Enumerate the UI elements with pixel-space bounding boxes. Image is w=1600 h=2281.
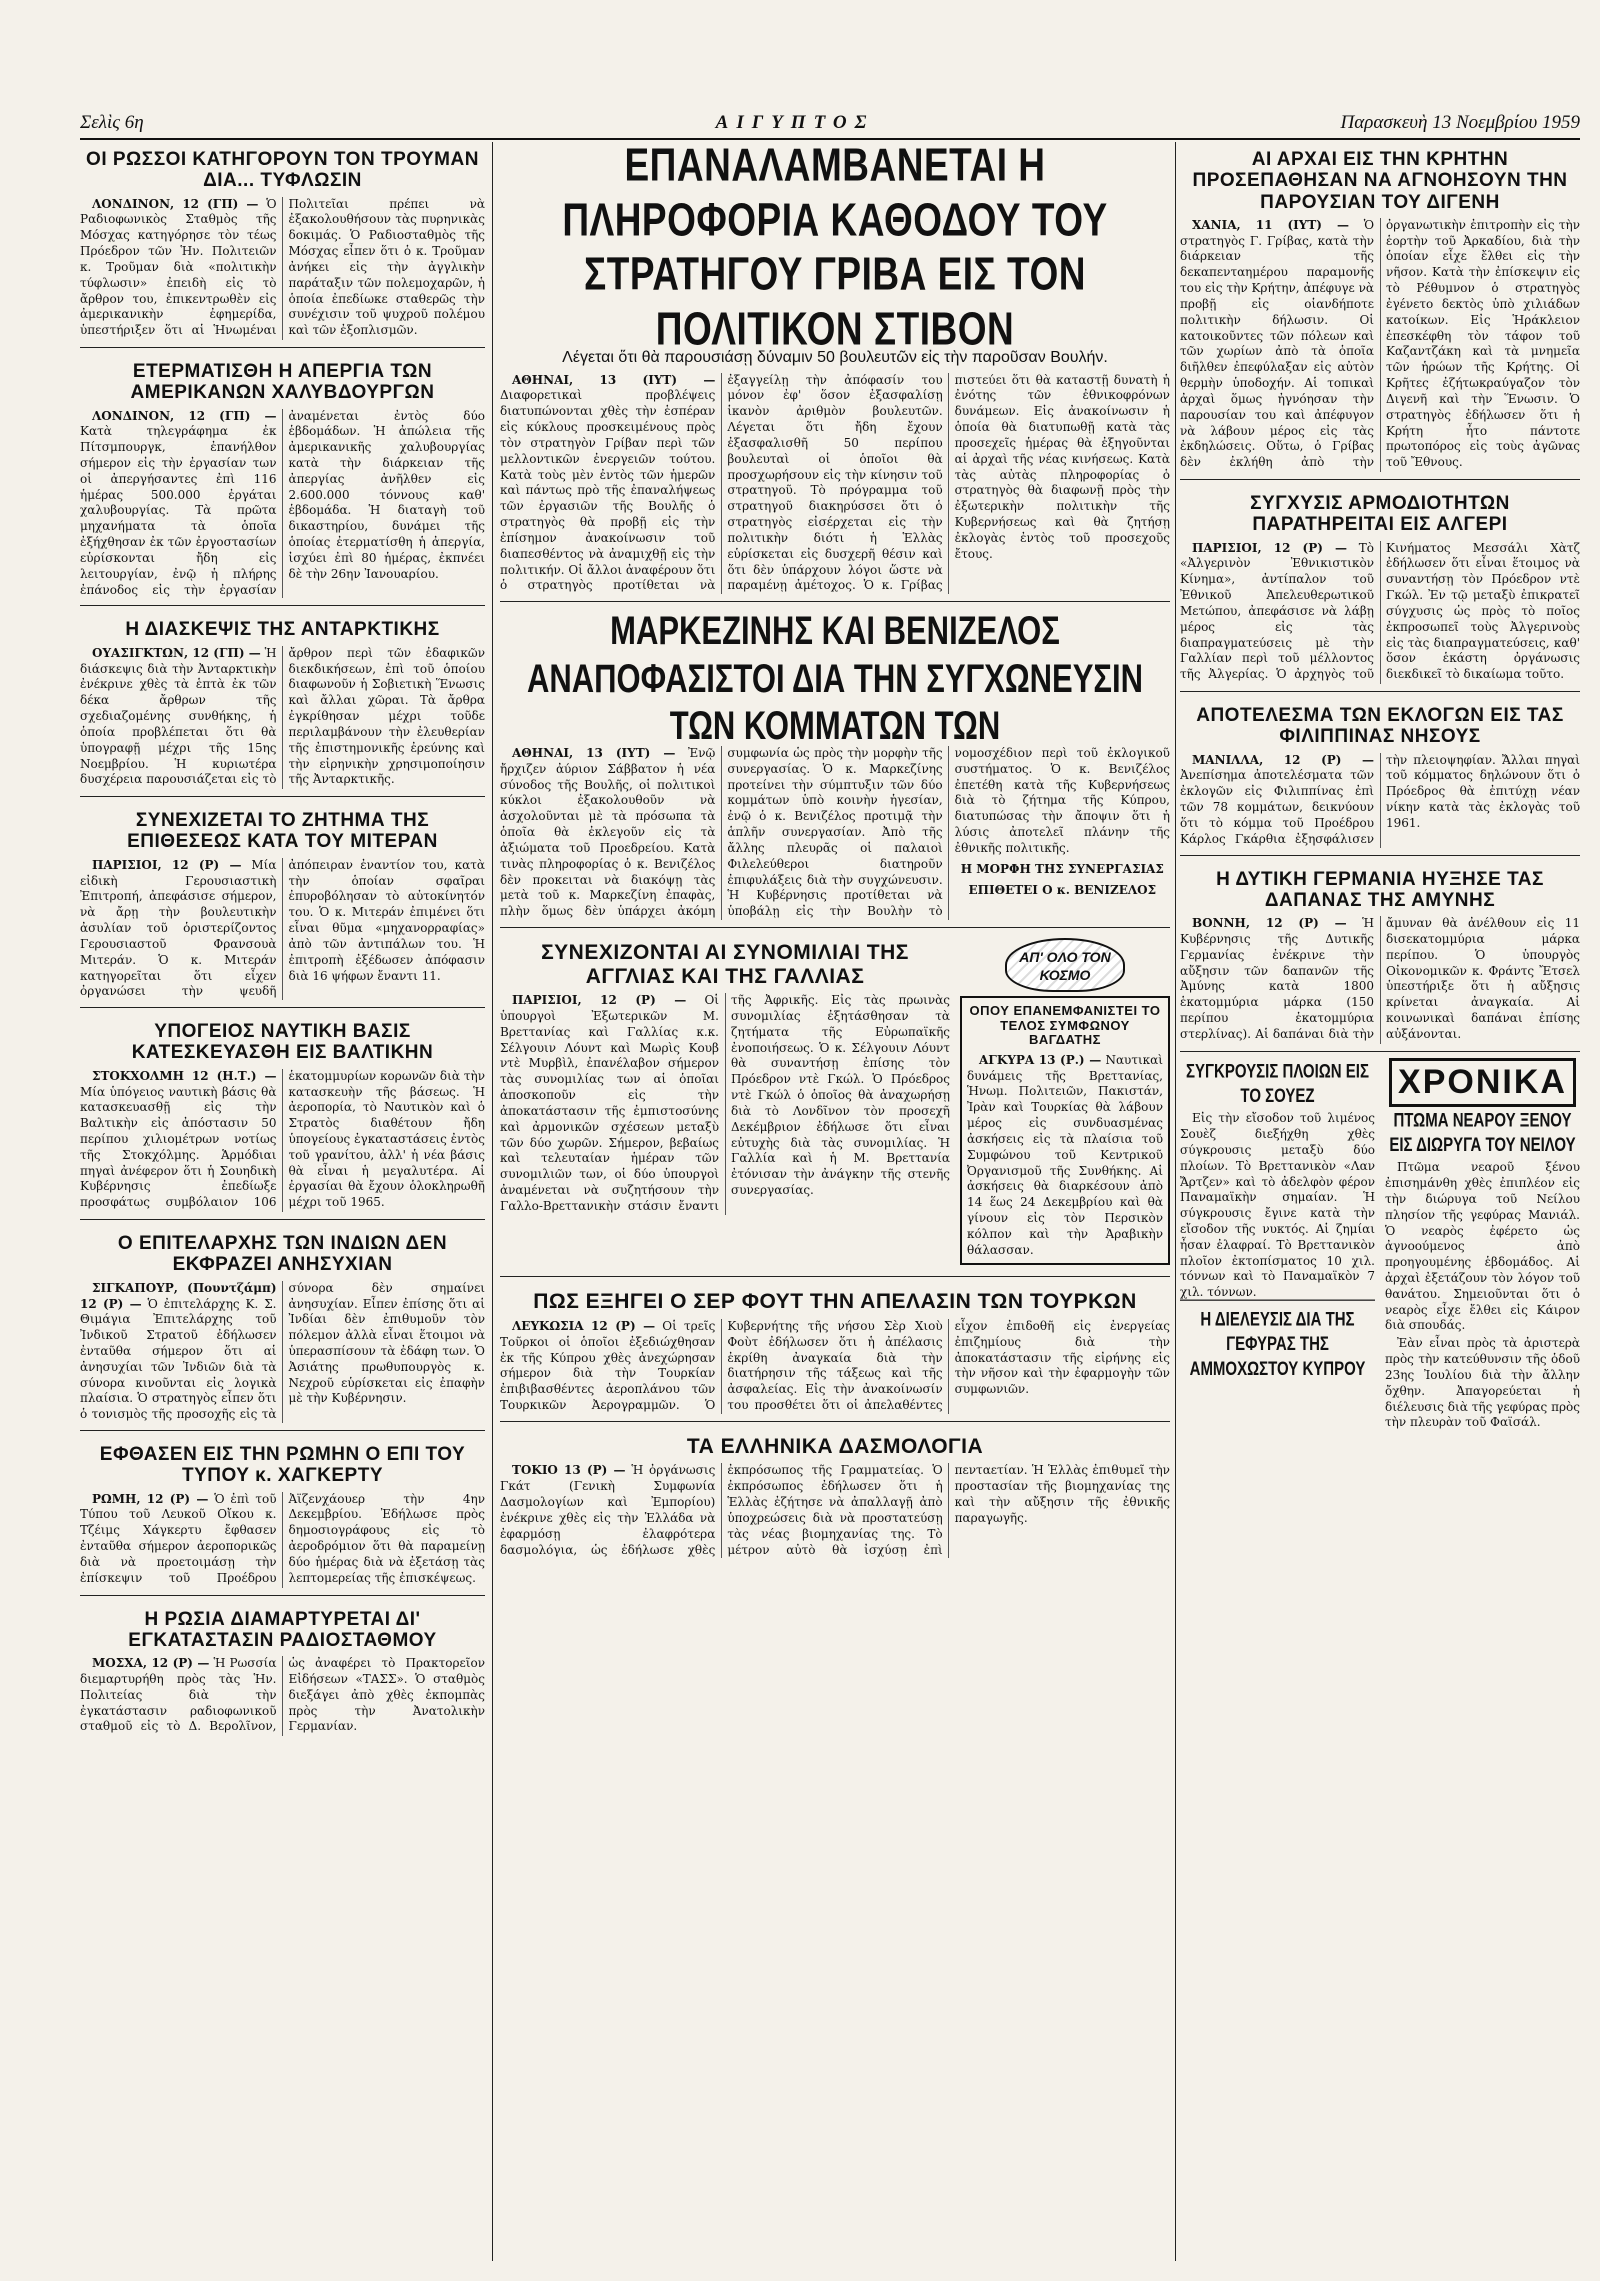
article-tariffs (500, 1428, 1170, 1565)
article-text: Ὁ Ραδιοφωνικὸς Σταθμὸς τῆς Μόσχας κατηγόρησε τὸν τέως Πρόεδρον τῶν Ἡν. Πολιτειῶν κ. Τροῦμαν διὰ «πολιτικὴν τύφλωσιν» ἐπειδὴ εἰς τὸ ἄρθρον του, ἐπικεντρωθὲν εἰς ἀμερικανικὴν ἐφημερίδα, ὑπεστήριξεν ὅτι αἱ Ἡνωμέναι Πολιτεῖαι πρέπει νὰ ἐξακολουθήσουν τὰς πυρηνικὰς δοκιμάς. Ὁ Ραδιοσταθμὸς τῆς Μόσχας εἶπεν ὅτι ὁ κ. Τροῦμαν ἀνήκει εἰς τὴν ἀγγλικὴν παράταξιν τῶν πολεμοχαρῶν, ἡ ὁποία ἐπεδίωκε σταθερῶς τὴν συνέχισιν τοῦ ψυχροῦ πολέμου καὶ τῶν ἐξοπλισμῶν. (80, 196, 485, 338)
bottom-row (1180, 1058, 1580, 1434)
headline: ΠΤΩΜΑ ΝΕΑΡΟΥ ΞΕΝΟΥ ΕΙΣ ΔΙΩΡΥΓΑ ΤΟΥ ΝΕΙΛΟΥ (1389, 1109, 1576, 1156)
headline: Ο ΕΠΙΤΕΛΑΡΧΗΣ ΤΩΝ ΙΝΔΙΩΝ ΔΕΝ ΕΚΦΡΑΖΕΙ ΑΝΗΣΥΧΙΑΝ (117, 1233, 448, 1276)
issue-date: Παρασκευὴ 13 Νοεμβρίου 1959 (1340, 112, 1580, 133)
article-text: Ἡ Ρωσσία διεμαρτυρήθη πρὸς τὰς Ἡν. Πολιτείας διὰ τὴν ἐγκατάστασιν ραδιοφωνικοῦ σταθμοῦ εἰς τὸ Δ. Βερολῖνον, ὡς ἀναφέρει τὸ Πρακτορεῖον Εἰδήσεων «ΤΑΣΣ». Ὁ σταθμὸς διεξάγει ἀπὸ χθὲς ἐκπομπὰς πρὸς τὴν Ἀνατολικὴν Γερμανίαν. (80, 1656, 485, 1734)
article-text: Τὸ «Ἀλγερινὸν Ἐθνικιστικὸν Κίνημα», ἀντίπαλον τοῦ Ἐθνικοῦ Ἀπελευθερωτικοῦ Μετώπου, ἀπεφάσισε νὰ λάβῃ μέρος εἰς τὰς διαπραγματεύσεις μὲ τὴν Γαλλίαν περὶ τοῦ μέλλοντος τῆς Ἀλγερίας. Ὁ ἀρχηγὸς τοῦ Κινήματος Μεσσάλι Χὰτζ ἐδήλωσεν ὅτι εἶναι ἕτοιμος νὰ συναντήσῃ τὸν Πρόεδρον ντὲ Γκώλ. Ἐν τῷ μεταξὺ ἐπικρατεῖ σύγχυσις ὡς πρὸς τὸ ποῖος ἐκπροσωπεῖ τοὺς Ἀλγερινοὺς εἰς τὰς διαπραγματεύσεις, καθ' ὅσον ἑκάστη ὀργάνωσις διεκδικεῖ τὸ δικαίωμα τοῦτο. (1180, 540, 1580, 682)
column-rule (1175, 142, 1176, 2261)
dateline: ΡΩΜΗ, 12 (Ρ) — (92, 1491, 209, 1506)
center-column (500, 142, 1170, 2261)
article-text: Ἡ ὀργάνωσις Γκάτ (Γενικὴ Συμφωνία Δασμολογίων καὶ Ἐμπορίου) ἐνέκρινε χθὲς εἰς τὴν Ἑλλάδα νὰ ἐφαρμόσῃ ἐλαφρότερα δασμολόγια, ὡς ἐδήλωσε χθὲς ἐκπρόσωπος τῆς Γραμματείας. Ὁ ἐκπρόσωπος ἐδήλωσεν ὅτι ἡ Ἑλλὰς ἐζήτησε νὰ ἀπαλλαγῇ ἀπὸ ὑποχρεώσεις διὰ νὰ προστατεύσῃ τὰς νέας βιομηχανίας της. Τὸ μέτρον αὐτὸ θὰ ἰσχύσῃ ἐπὶ πενταετίαν. Ἡ Ἑλλὰς ἐπιθυμεῖ τὴν προστασίαν τῆς βιομηχανίας της καὶ τὴν αὔξησιν τῆς ἐθνικῆς παραγωγῆς. (500, 1463, 1170, 1557)
article-body (80, 1281, 485, 1423)
article-india-chief (80, 1226, 485, 1431)
article-mitterrand (80, 803, 485, 1008)
dateline: ΠΑΡΙΣΙΟΙ, 12 (Ρ) — (1192, 540, 1348, 555)
article-body (1180, 541, 1580, 684)
headline: ΣΥΝΕΧΙΖΟΝΤΑΙ ΑΙ ΣΥΝΟΜΙΛΙΑΙ ΤΗΣ ΑΓΓΛΙΑΣ ΚΑΙ ΤΗΣ ΓΑΛΛΙΑΣ (541, 941, 909, 988)
article-text: Ὁ στρατηγὸς Γ. Γρίβας, κατὰ τὴν διάρκειαν τῆς δεκαπενταημέρου παραμονῆς του εἰς τὴν Κρήτην, ἀπέφυγε νὰ προβῇ εἰς οἱανδήποτε πολιτικὴν δήλωσιν. Οἱ κατοικοῦντες τῶν πόλεων καὶ τῶν χωρίων ἀπὸ τὰ ὁποῖα διῆλθεν ἐπεφύλαξαν εἰς αὐτὸν θερμὴν ὑποδοχήν. Αἱ τοπικαὶ ἀρχαὶ ὅμως ἠγνόησαν τὴν παρουσίαν του καὶ ἀπέφυγον νὰ λάβουν μέρος εἰς τὰς ἐκδηλώσεις. Οὕτω, ὁ Γρίβας δὲν ἐκλήθη ἀπὸ τὴν ὀργανωτικὴν ἐπιτροπὴν εἰς τὴν ἑορτὴν τοῦ Ἀρκαδίου, διὰ τὴν ὁποίαν εἶχε ἔλθει εἰς τὴν νῆσον. Κατὰ τὴν ἐπίσκεψιν εἰς τὸ Ρέθυμνον ὁ στρατηγὸς ἐγένετο δεκτὸς ὑπὸ χιλιάδων κατοίκων. Εἰς Ἡράκλειον ἐπεσκέφθη τὸν τάφον τοῦ Καζαντζάκη καὶ τὰ μνημεῖα τῶν ἡρώων τῆς Κρήτης. Οἱ Κρῆτες ἐζήτωκραύγαζον τὸν Διγενῆ καὶ τὴν Ἕνωσιν. Ὁ στρατηγὸς ἐδήλωσεν ὅτι ἡ Κρήτη ἦτο πάντοτε πρωτοπόρος εἰς τοὺς ἀγῶνας τοῦ Ἔθνους. (1180, 217, 1580, 470)
dateline: ΣΤΟΚΧΟΛΜΗ 12 (Η.Τ.) — (92, 1068, 277, 1083)
headline: ΣΥΝΕΧΙΖΕΤΑΙ ΤΟ ΖΗΤΗΜΑ ΤΗΣ ΕΠΙΘΕΣΕΩΣ ΚΑΤΑ ΤΟΥ ΜΙΤΕΡΑΝ (127, 810, 438, 853)
article-text: Ἡ διάσκεψις διὰ τὴν Ἀνταρκτικὴν ἐνέκρινε χθὲς τὰ ἑπτὰ ἐκ τῶν δέκα ἄρθρων τῆς σχεδιαζομένης συνθήκης, ἡ ὁποία προβλέπεται ὅτι θὰ ὑπογραφῇ μέχρι τῆς 15ης Νοεμβρίου. Ἡ κυριωτέρα δυσχέρεια παρουσιάζεται εἰς τὸ ἄρθρον περὶ τῶν ἐδαφικῶν διεκδικήσεων, ἐπὶ τοῦ ὁποίου διαφωνοῦν ἡ Σοβιετικὴ Ἕνωσις καὶ ἄλλαι χῶραι. Τὰ ἄρθρα ἐγκρίθησαν μέχρι τοῦδε περιλαμβάνουν τὴν ἐλευθερίαν τῆς ἐπιστημονικῆς ἐρεύνης καὶ τὴν εἰρηνικὴν χρησιμοποίησιν τῆς Ἀνταρκτικῆς. (80, 645, 485, 787)
headline: Η ΔΥΤΙΚΗ ΓΕΡΜΑΝΙΑ ΗΥΞΗΣΕ ΤΑΣ ΔΑΠΑΝΑΣ ΤΗΣ ΑΜΥΝΗΣ (1216, 868, 1544, 911)
article-germany-defense (1180, 862, 1580, 1052)
article-body (80, 1656, 485, 1736)
headline: ΤΑ ΕΛΛΗΝΙΚΑ ΔΑΣΜΟΛΟΓΙΑ (686, 1434, 984, 1458)
article-body (80, 1492, 485, 1588)
column-rule (492, 142, 493, 2261)
article-body (1180, 916, 1580, 1044)
dateline: ΟΥΑΣΙΓΚΤΩΝ, 12 (ΓΠ) — (92, 645, 261, 660)
paper-title: ΑΙΓΥΠΤΟΣ (715, 112, 875, 133)
article-body (80, 197, 485, 340)
article-body (1180, 218, 1580, 472)
article-text: Οἱ ὑπουργοὶ Ἐξωτερικῶν Μ. Βρεττανίας καὶ Γαλλίας κ.κ. Σέλγουιν Λόυντ καὶ Μωρὶς Κουβ ντὲ Μυρβὶλ, ἐπανέλαβον σήμερον τὰς συνομιλίας των αἱ ὁποῖαι ἀποσκοποῦν εἰς τὴν ἀποκατάστασιν τῆς ἐμπιστοσύνης καὶ ἀρμονικῶν σχέσεων μεταξὺ τῶν δύο χωρῶν. Σήμερον, βεβαίως καὶ τελευταίαν ἡμέραν τῶν συνομιλιῶν των, οἱ δύο ὑπουργοὶ ἀναμένεται νὰ συζητήσουν τὴν Γαλλο-Βρεττανικὴν στάσιν ἔναντι τῆς Ἀφρικῆς. Εἰς τὰς πρωινὰς συνομιλίας ἐξητάσθησαν τὰ ζητήματα τῆς Εὐρωπαϊκῆς ἐνοποιήσεως. Ὁ κ. Σέλγουιν Λόυντ θὰ συναντήσῃ ἐπίσης τὸν Πρόεδρον ντὲ Γκώλ. Ὁ Πρόεδρος ντὲ Γκώλ ὁ ὁποῖος θὰ ἀναχωρήσῃ διὰ τὸ Λονδῖνον τὸν προσεχῆ Δεκέμβριον ἐδήλωσε ὅτι εἶναι εὐτυχὴς διὰ τὰς συνομιλίας. Ἡ Γαλλία καὶ ἡ Μ. Βρεττανία ἐτόνισαν τὴν ἀνάγκην τῆς στενῆς συνεργασίας. (500, 993, 950, 1213)
dateline: ΜΟΣΧΑ, 12 (Ρ) — (92, 1656, 210, 1671)
article-body (1180, 753, 1580, 848)
dateline: ΜΑΝΙΛΛΑ, 12 (Ρ) — (1192, 752, 1374, 767)
article-text: Μία εἰδικὴ Γερουσιαστικὴ Ἐπιτροπή, ἀπεφάσισε σήμερον, νὰ ἄρῃ τὴν βουλευτικὴν ἀσυλίαν τοῦ ὁριστερίζοντος Γερουσιαστοῦ Φρανσουὰ Μιτεράν. Ὁ κ. Μιτεράν κατηγορεῖται ὅτι εἶχεν ὀργανώσει τὴν ψευδῆ ἀπόπειραν ἐναντίον του, κατὰ τὴν ὁποίαν σφαῖραι ἐπυροβόλησαν τὸ αὐτοκίνητόν του. Ὁ κ. Μιτεράν ἐπιμένει ὅτι εἶναι θῦμα «μηχανορραφίας» ἀπὸ τῶν ἀντιπάλων του. Ἡ ἐπιτροπὴ ἐξέδωσεν ἀπόφασιν διὰ 16 ψήφων ἔναντι 11. (80, 857, 485, 999)
article-foot-turks (500, 1283, 1170, 1421)
dateline: ΣΙΓΚΑΠΟΥΡ, (Πουντζάμπ) 12 (Ρ) — (80, 1280, 277, 1311)
article-text: Διαφορετικαὶ προβλέψεις διατυπώνονται χθὲς τὴν ἑσπέραν εἰς κύκλους προσκειμένους πρὸς τὸν στρατηγὸν Γρίβαν περὶ τῶν μελλοντικῶν ἐνεργειῶν τούτου. Κατὰ τοὺς μὲν ἐντὸς τῶν ἡμερῶν καὶ πάντως πρὸ τῆς ἐπαναλήψεως τῶν ἐργασιῶν τῆς Βουλῆς ὁ στρατηγὸς θὰ προβῇ εἰς τὴν ἐπίσημον ἀνακοίνωσιν τοῦ διαπεσθέντος νὰ ἀναμιχθῇ εἰς τὴν πολιτικήν. Οἱ ἄλλοι ἀναφέρουν ὅτι ὁ στρατηγὸς προτίθεται νὰ ἐξαγγείλῃ τὴν ἀπόφασίν του μόνον ἐφ' ὅσον ἐξασφαλίσῃ ἱκανὸν ἀριθμὸν βουλευτῶν. Λέγεται ὅτι ἤδη ἔχουν ἐξασφαλισθῆ 50 περίπου βουλευταὶ οἱ ὁποῖοι θὰ προσχωρήσουν εἰς τὴν κίνησιν τοῦ στρατηγοῦ. Τὸ πρόγραμμα τοῦ στρατηγοῦ διακηρύσσει ὅτι ὁ στρατηγὸς εἰσέρχεται εἰς τὴν πολιτικὴν διότι ἡ Ἑλλὰς εὑρίσκεται εἰς δυσχερῆ θέσιν καὶ ὅτι δὲν ὑπάρχουν λόγοι ὥστε νὰ παραμένῃ ἀμέτοχος. Ὁ κ. Γρίβας πιστεύει ὅτι θὰ καταστῇ δυνατὴ ἡ ἐνότης τῶν ἐθνικοφρόνων δυνάμεων. Εἰς ἀνακοίνωσιν ἡ ὁποία θὰ διατυπωθῇ κατὰ τὰς προσεχεῖς ἡμέρας θὰ ἐξηγοῦνται αἱ ἀρχαὶ τῆς νέας κινήσεως. Κατὰ τὰς αὐτὰς πληροφορίας ὁ στρατηγὸς θὰ διαφωνῇ πρὸς τὴν ἐξωτερικὴν πολιτικὴν τῆς Κυβερνήσεως καὶ θὰ ζητήσῃ ἐκλογὰς ἐντὸς τοῦ προσεχοῦς ἔτους. (500, 372, 1170, 593)
brief-body (967, 1053, 1163, 1259)
article-body (500, 1319, 1170, 1414)
article-antarctic (80, 612, 485, 797)
article-hagerty-rome (80, 1437, 485, 1596)
split-row (500, 938, 1170, 1269)
talks-block (500, 938, 950, 1269)
brief-headline: ΟΠΟΥ ΕΠΑΝΕΜΦΑΝΙΣΤΕΙ ΤΟ ΤΕΛΟΣ ΣΥΜΦΩΝΟΥ ΒΑΓΔΑΤΗΣ (969, 1003, 1161, 1048)
headline: ΟΙ ΡΩΣΣΟΙ ΚΑΤΗΓΟΡΟΥΝ ΤΟΝ ΤΡΟΥΜΑΝ ΔΙΑ... ΤΥΦΛΩΣΙΝ (86, 149, 479, 192)
article-text: Οἱ τρεῖς Τοῦρκοι οἱ ὁποῖοι ἐξεδιώχθησαν ἐκ τῆς Κύπρου χθὲς ἀνεχώρησαν σήμερον διὰ τὴν Τουρκίαν ἐπιβιβασθέντες ἀεροπλάνου τῶν Τουρκικῶν Ἀερογραμμῶν. Ὁ Κυβερνήτης τῆς νήσου Σὲρ Χιοὺ Φοὺτ ἐδήλωσεν ὅτι ἡ ἀπέλασις ἐκρίθη ἀναγκαία διὰ τὴν διατήρησιν τῆς τάξεως καὶ τῆς ἀσφαλείας. Εἰς τὴν ἀνακοίνωσίν του προσθέτει ὅτι οἱ ἀπελαθέντες εἶχον ἐπιδοθῆ εἰς ἐνεργείας ἐπιζημίους διὰ τὴν ἀποκατάστασιν τῆς εἰρήνης εἰς τὴν νῆσον καὶ τὴν ἐφαρμογὴν τῶν συμφωνιῶν. (500, 1318, 1170, 1413)
chronika-section (1385, 1058, 1580, 1434)
article-text: Πτῶμα νεαροῦ ξένου ἐπισημάνθη χθὲς ἐπιπλέον εἰς τὴν διώρυγα τοῦ Νείλου πλησίον τῆς γεφύρας Μανιάλ. Ὁ νεαρὸς ἐφέρετο ὡς ἀγνοούμενος ἀπὸ προηγουμένης ἑβδομάδος. Αἱ ἀρχαὶ ἐξετάζουν τὸν λόγον τοῦ θανάτου. Σημειοῦνται ὅτι ὁ νεαρὸς εἶχε ἔλθει εἰς Κάιρον διὰ σπουδάς. (1385, 1160, 1580, 1333)
article-russia-radio (80, 1602, 485, 1744)
article-text: Ἐνῷ ἤρχιζεν ἀύριον Σάββατον ἡ νέα σύνοδος τῆς Βουλῆς, οἱ πολιτικοὶ κύκλοι ἐξακολουθοῦν νὰ ἀσχολοῦνται μὲ τὰ πρόσωπα τὰ ὁποῖα θὰ ἐκλεγοῦν εἰς τὰ ἀξιώματα τοῦ Προεδρείου. Κατὰ τινὰς πληροφορίας ὁ κ. Βενιζέλος δὲν προκειται νὰ διακόψῃ τὰς μετὰ τοῦ κ. Μαρκεζίνη ἐπαφὰς, πλὴν ὅμως δὲν ὑπάρχει ἀκόμη συμφωνία ὡς πρὸς τὴν μορφὴν τῆς συνεργασίας. Ὁ κ. Μαρκεζίνης προτείνει τὴν σύμπτυξιν τῶν δύο κομμάτων ὑπὸ κοινὴν ἡγεσίαν, ἐνῷ ὁ κ. Βενιζέλος προτιμᾷ τὴν ἁπλῆν συνεργασίαν. Ἀπὸ τῆς ἄλλης πλευρᾶς οἱ παλαιοὶ Φιλελεύθεροι διατηροῦν ἐπιφυλάξεις διὰ τὴν συγχώνευσιν. Ἡ Κυβέρνησις προτίθεται νὰ ὑποβάλῃ εἰς τὴν Βουλὴν τὸ νομοσχέδιον περὶ τοῦ ἐκλογικοῦ συστήματος. Ὁ κ. Βενιζέλος ἐπετέθη κατὰ τῆς Κυβερνήσεως διὰ τὸ ζήτημα τῆς Κύπρου, διατυπώσας τὴν ἄποψιν ὅτι ἡ λύσις ἀποτελεῖ πλάνην τῆς ἐθνικῆς πολιτικῆς. (500, 745, 1170, 919)
world-logo-icon: ΑΠ' ΟΛΟ ΤΟΝ ΚΟΣΜΟ (1005, 938, 1125, 992)
bridge-headline: Η ΔΙΕΛΕΥΣΙΣ ΔΙΑ ΤΗΣ ΓΕΦΥΡΑΣ ΤΗΣ ΑΜΜΟΧΩΣΤΟΥ ΚΥΠΡΟΥ (1180, 1300, 1375, 1382)
masthead (80, 108, 1580, 140)
dateline: ΠΑΡΙΣΙΟΙ, 12 (Ρ) — (512, 993, 687, 1008)
article-text: Ἡ Κυβέρνησις τῆς Δυτικῆς Γερμανίας ἐνέκρινε τὴν αὔξησιν τῶν δαπανῶν τῆς Ἀμύνης κατὰ 1800 ἑκατομμύρια μάρκα (150 περίπου ἑκατομμύρια στερλίνας). Αἱ δαπάναι διὰ τὴν ἄμυναν θὰ ἀνέλθουν εἰς 11 δισεκατομμύρια μάρκα περίπου. Ὁ ὑπουργὸς Οἰκονομικῶν κ. Φράντς Ἔτσελ ὑπεστήριξε ὅτι ἡ αὔξησις κρίνεται ἀναγκαία. Αἱ κοινωνικαὶ δαπάναι ἐπίσης αὐξάνονται. (1180, 916, 1580, 1041)
chronika-logo: ΧΡΟΝΙΚΑ (1389, 1058, 1576, 1107)
headline: ΥΠΟΓΕΙΟΣ ΝΑΥΤΙΚΗ ΒΑΣΙΣ ΚΑΤΕΣΚΕΥΑΣΘΗ ΕΙΣ ΒΑΛΤΙΚΗΝ (131, 1021, 434, 1064)
article-markezinis-venizelos (500, 608, 1170, 928)
article-crete-digenis (1180, 142, 1580, 480)
lead-subheadline: Λέγεται ὅτι θὰ παρουσιάσῃ δύναμιν 50 βουλευτῶν εἰς τὴν παροῦσαν Βουλήν. (562, 348, 1108, 366)
headline: ΜΑΡΚΕΖΙΝΗΣ ΚΑΙ ΒΕΝΙΖΕΛΟΣ ΑΝΑΠΟΦΑΣΙΣΤΟΙ ΔΙΑ ΤΗΝ ΣΥΓΧΩΝΕΥΣΙΝ ΤΩΝ ΚΟΜΜΑΤΩΝ ΤΩΝ (526, 607, 1144, 749)
article-body (80, 858, 485, 1000)
article-text: Εἰς τὴν εἴσοδον τοῦ λιμένος Σουὲζ διεξήχθη χθὲς σύγκρουσις μεταξὺ δύο πλοίων. Τὸ Βρεττανικὸν «Λαν Ἄρτζεν» καὶ τὸ ἀδελφὸν φέρον Παναμαϊκὴν σημαίαν. Ἡ σύγκρουσις ἔγινε κατὰ τὴν εἴσοδον τῆς νυκτός. Αἱ ζημίαι ἦσαν ἐλαφραί. Τὸ Βρεττανικὸν πλοῖον ἐκτοπίσματος 10 χιλ. τόννων καὶ τὸ Παναμαϊκὸν 7 χιλ. τόννων. (1180, 1111, 1375, 1300)
subheading: Η ΜΟΡΦΗ ΤΗΣ ΣΥΝΕΡΓΑΣΙΑΣ (960, 861, 1164, 876)
article-body (500, 1463, 1170, 1558)
headline: ΕΤΕΡΜΑΤΙΣΘΗ Η ΑΠΕΡΓΙΑ ΤΩΝ ΑΜΕΡΙΚΑΝΩΝ ΧΑΛΥΒΔΟΥΡΓΩΝ (130, 360, 435, 404)
article-body (500, 373, 1170, 595)
headline: ΠΩΣ ΕΞΗΓΕΙ Ο ΣΕΡ ΦΟΥΤ ΤΗΝ ΑΠΕΛΑΣΙΝ ΤΩΝ ΤΟΥΡΚΩΝ (533, 1290, 1137, 1314)
article-text: Ἀνεπίσημα ἀποτελέσματα τῶν ἐκλογῶν εἰς Φιλιππίνας ἐπὶ τῶν 78 κομμάτων, δεικνύουν ὅτι τὸ κόμμα τοῦ Προέδρου Κάρλος Γκάρθια ἐξησφάλισεν τὴν πλειοψηφίαν. Ἄλλαι πηγαὶ τοῦ κόμματος δηλώνουν ὅτι ὁ Πρόεδρος θὰ ἐπιτύχῃ νέαν νίκην κατὰ τὰς ἐκλογὰς τοῦ 1961. (1180, 752, 1580, 846)
headline: ΑΙ ΑΡΧΑΙ ΕΙΣ ΤΗΝ ΚΡΗΤΗΝ ΠΡΟΣΕΠΑΘΗΣΑΝ ΝΑ ΑΓΝΟΗΣΟΥΝ ΤΗΝ ΠΑΡΟΥΣΙΑΝ ΤΟΥ ΔΙΓΕΝΗ (1192, 149, 1568, 213)
article-body (500, 993, 950, 1215)
boxed-brief (960, 996, 1170, 1265)
headline: ΑΠΟΤΕΛΕΣΜΑ ΤΩΝ ΕΚΛΟΓΩΝ ΕΙΣ ΤΑΣ ΦΙΛΙΠΠΙΝΑΣ ΝΗΣΟΥΣ (1196, 705, 1564, 748)
brief-text: Ναυτικαὶ δυνάμεις τῆς Βρεττανίας, Ἡνωμ. Πολιτειῶν, Πακιστάν, Ἰρὰν καὶ Τουρκίας θὰ λάβουν μέρος εἰς συνδυασμένας ἀσκήσεις εἰς τὰ πλαίσια τοῦ Συμφώνου τοῦ Κεντρικοῦ Ὀργανισμοῦ τῆς Συνθήκης. Αἱ ἀσκήσεις θὰ διαρκέσουν ἀπὸ 14 ἕως 24 Δεκεμβρίου καὶ θὰ γίνουν εἰς τὸν Περσικὸν κόλπον καὶ τὴν Ἀραβικὴν θάλασσαν. (967, 1052, 1163, 1257)
article-body (500, 746, 1170, 920)
article-body (80, 1069, 485, 1212)
left-column (80, 142, 485, 2261)
dateline: ΛΕΥΚΩΣΙΑ 12 (Ρ) — (512, 1318, 656, 1333)
chronika-logo-wrap (1385, 1058, 1580, 1107)
world-box (960, 938, 1170, 1269)
article-baltic-base (80, 1014, 485, 1220)
article-text: Ὁ ἐπὶ τοῦ Τύπου τοῦ Λευκοῦ Οἴκου κ. Τζέιμς Χάγκερτυ ἔφθασεν ἐνταῦθα σήμερον ἀεροπορικῶς διὰ νὰ προετοιμάσῃ τὴν ἐπίσκεψιν τοῦ Προέδρου Ἀϊζενχάουερ τὴν 4ην Δεκεμβρίου. Ἐδήλωσε πρὸς δημοσιογράφους εἰς τὸ ἀεροδρόμιον ὅτι θὰ παραμείνῃ δύο ἡμέρας διὰ νὰ ἐξετάσῃ τὰς λεπτομερείας τῆς ἐπισκέψεως. (80, 1491, 485, 1585)
dateline: ΑΓΚΥΡΑ 13 (Ρ.) — (979, 1052, 1102, 1067)
dateline: ΑΘΗΝΑΙ, 13 (ΙΥΤ) — (512, 745, 676, 760)
headline: Η ΔΙΑΣΚΕΨΙΣ ΤΗΣ ΑΝΤΑΡΚΤΙΚΗΣ (125, 619, 440, 641)
headline: Η ΡΩΣΙΑ ΔΙΑΜΑΡΤΥΡΕΤΑΙ ΔΙ' ΕΓΚΑΤΑΣΤΑΣΙΝ ΡΑΔΙΟΣΤΑΘΜΟΥ (128, 1608, 437, 1651)
article-body (80, 409, 485, 599)
dateline: ΠΑΡΙΣΙΟΙ, 12 (Ρ) — (92, 857, 242, 872)
dateline: ΧΑΝΙΑ, 11 (ΙΥΤ) — (1192, 217, 1349, 232)
lead-headline: ΕΠΑΝΑΛΑΜΒΑΝΕΤΑΙ Η ΠΛΗΡΟΦΟΡΙΑ ΚΑΘΟΔΟΥ ΤΟΥ ΣΤΡΑΤΗΓΟΥ ΓΡΙΒΑ ΕΙΣ ΤΟΝ ΠΟΛΙΤΙΚΟΝ ΣΤΙΒΟΝ (562, 142, 1108, 355)
article-text: Ἐὰν εἶναι πρὸς τὰ ἀριστερὰ πρὸς τὴν κατεύθυνσιν τῆς ὁδοῦ 23ης Ἰουλίου διὰ τὴν ἄλλην ὄχθην. Ἀπαγορεύεται ἡ διέλευσις διὰ τῆς γεφύρας πρὸς τὴν πλευρὰν τοῦ Φαϊσάλ. (1385, 1336, 1580, 1430)
subheading: ΕΠΙΘΕΤΕΙ Ο κ. ΒΕΝΙΖΕΛΟΣ (968, 882, 1157, 897)
article-body (1180, 1111, 1375, 1301)
article-body (1385, 1160, 1580, 1431)
page-number: Σελὶς 6η (80, 112, 144, 133)
dateline: ΒΟΝΝΗ, 12 (Ρ) — (1192, 916, 1347, 931)
headline: ΕΦΘΑΣΕΝ ΕΙΣ ΤΗΝ ΡΩΜΗΝ Ο ΕΠΙ ΤΟΥ ΤΥΠΟΥ κ. ΧΑΓΚΕΡΤΥ (99, 1444, 466, 1487)
article-russians-truman (80, 142, 485, 348)
logo-wrap (960, 938, 1170, 992)
dateline: ΛΟΝΔΙΝΟΝ, 12 (ΓΠ) — (92, 408, 277, 423)
article-text: Μία ὑπόγειος ναυτικὴ βάσις θὰ κατασκευασθῇ εἰς τὴν Βαλτικὴν εἰς ἀπόστασιν 50 περίπου χιλιομέτρων νοτίως τῆς Στοκχόλμης. Ἁρμόδιαι πηγαὶ ἀνέφερον ὅτι ἡ Σουηδικὴ Κυβέρνησις ἐπεδίωξε προσφάτως συμβόλαιον 106 ἑκατομμυρίων κορωνῶν διὰ τὴν κατασκευὴν τῆς βάσεως. Ἡ ἀεροπορία, τὸ Ναυτικὸν καὶ ὁ Στρατὸς διαθέτουν ἤδη ὑπογείους ἐγκαταστάσεις ἐντὸς τοῦ γρανίτου, ἀλλ' ἡ νέα βάσις θὰ εἶναι ἡ μεγαλυτέρα. Αἱ ἐργασίαι θὰ ἔχουν ὁλοκληρωθῆ μέχρι τοῦ 1965. (80, 1068, 485, 1210)
dateline: ΑΘΗΝΑΙ, 13 (ΙΥΤ) — (512, 372, 716, 387)
dateline: ΤΟΚΙΟ 13 (Ρ) — (512, 1463, 626, 1478)
article-algeria (1180, 486, 1580, 692)
right-column (1180, 142, 1580, 2261)
article-text: Κατὰ τηλεγράφημα ἐκ Πίτσμπουργκ, ἐπανήλθον σήμερον εἰς τὴν ἐργασίαν των οἱ ἀπεργήσαντες ἐπὶ 116 ἡμέρας 500.000 ἐργάται χαλυβουργίας. Τὰ πρῶτα μηχανήματα τὰ ὁποῖα ἐξήχθησαν ἐκ τῶν ἐργοστασίων εὑρίσκονται ἤδη εἰς λειτουργίαν, ἐνῷ ἡ πλήρης ἐπάνοδος εἰς τὴν ἐργασίαν ἀναμένεται ἐντὸς δύο ἑβδομάδων. Ἡ ἀπώλεια τῆς ἀμερικανικῆς χαλυβουργίας κατὰ τὴν διάρκειαν τῆς ἀπεργίας ἀνῆλθεν εἰς 2.600.000 τόννους καθ' ἑβδομάδα. Ἡ διαταγὴ τοῦ δικαστηρίου, δυνάμει τῆς ὁποίας ἐτερματίσθη ἡ ἀπεργία, ἰσχύει ἐπὶ 80 ἡμέρας, ἐκπνέει δὲ τὴν 26ην Ἰανουαρίου. (80, 408, 485, 597)
headline: ΣΥΓΚΡΟΥΣΙΣ ΠΛΟΙΩΝ ΕΙΣ ΤΟ ΣΟΥΕΖ (1186, 1060, 1369, 1107)
dateline: ΛΟΝΔΙΝΟΝ, 12 (ΓΠ) — (92, 196, 259, 211)
article-steel-strike (80, 354, 485, 606)
article-body (80, 646, 485, 789)
lead-article-grivas (500, 142, 1170, 602)
headline: ΣΥΓΧΥΣΙΣ ΑΡΜΟΔΙΟΤΗΤΩΝ ΠΑΡΑΤΗΡΕΙΤΑΙ ΕΙΣ ΑΛΓΕΡΙ (1250, 493, 1510, 536)
article-anglo-french-talks (500, 934, 1170, 1277)
article-text: Ὁ ἐπιτελάρχης Κ. Σ. Θιμάγια Ἐπιτελάρχης τοῦ Ἰνδικοῦ Στρατοῦ ἐδήλωσεν ἐνταῦθα σήμερον ὅτι αἱ ἀνησυχίαι τῶν Ἰνδιῶν διὰ τὰ σύνορα κινοῦνται εἰς λογικὰ πλαίσια. Ὁ στρατηγὸς εἶπεν ὅτι ὁ τονισμὸς τῆς προσοχῆς εἰς τὰ σύνορα δὲν σημαίνει ἀνησυχίαν. Εἶπεν ἐπίσης ὅτι αἱ Ἰνδίαι δὲν ἐπιθυμοῦν τὸν πόλεμον ἀλλὰ εἶναι ἕτοιμοι νὰ ὑπερασπίσουν τὰ ἐδάφη των. Ὁ Ἀσιάτης πρωθυπουργὸς κ. Νεχροῦ εὑρίσκεται εἰς ἐπαφὴν μὲ τὴν Κυβέρνησιν. (80, 1280, 485, 1422)
article-suez-collision (1180, 1058, 1375, 1434)
article-philippines (1180, 698, 1580, 856)
